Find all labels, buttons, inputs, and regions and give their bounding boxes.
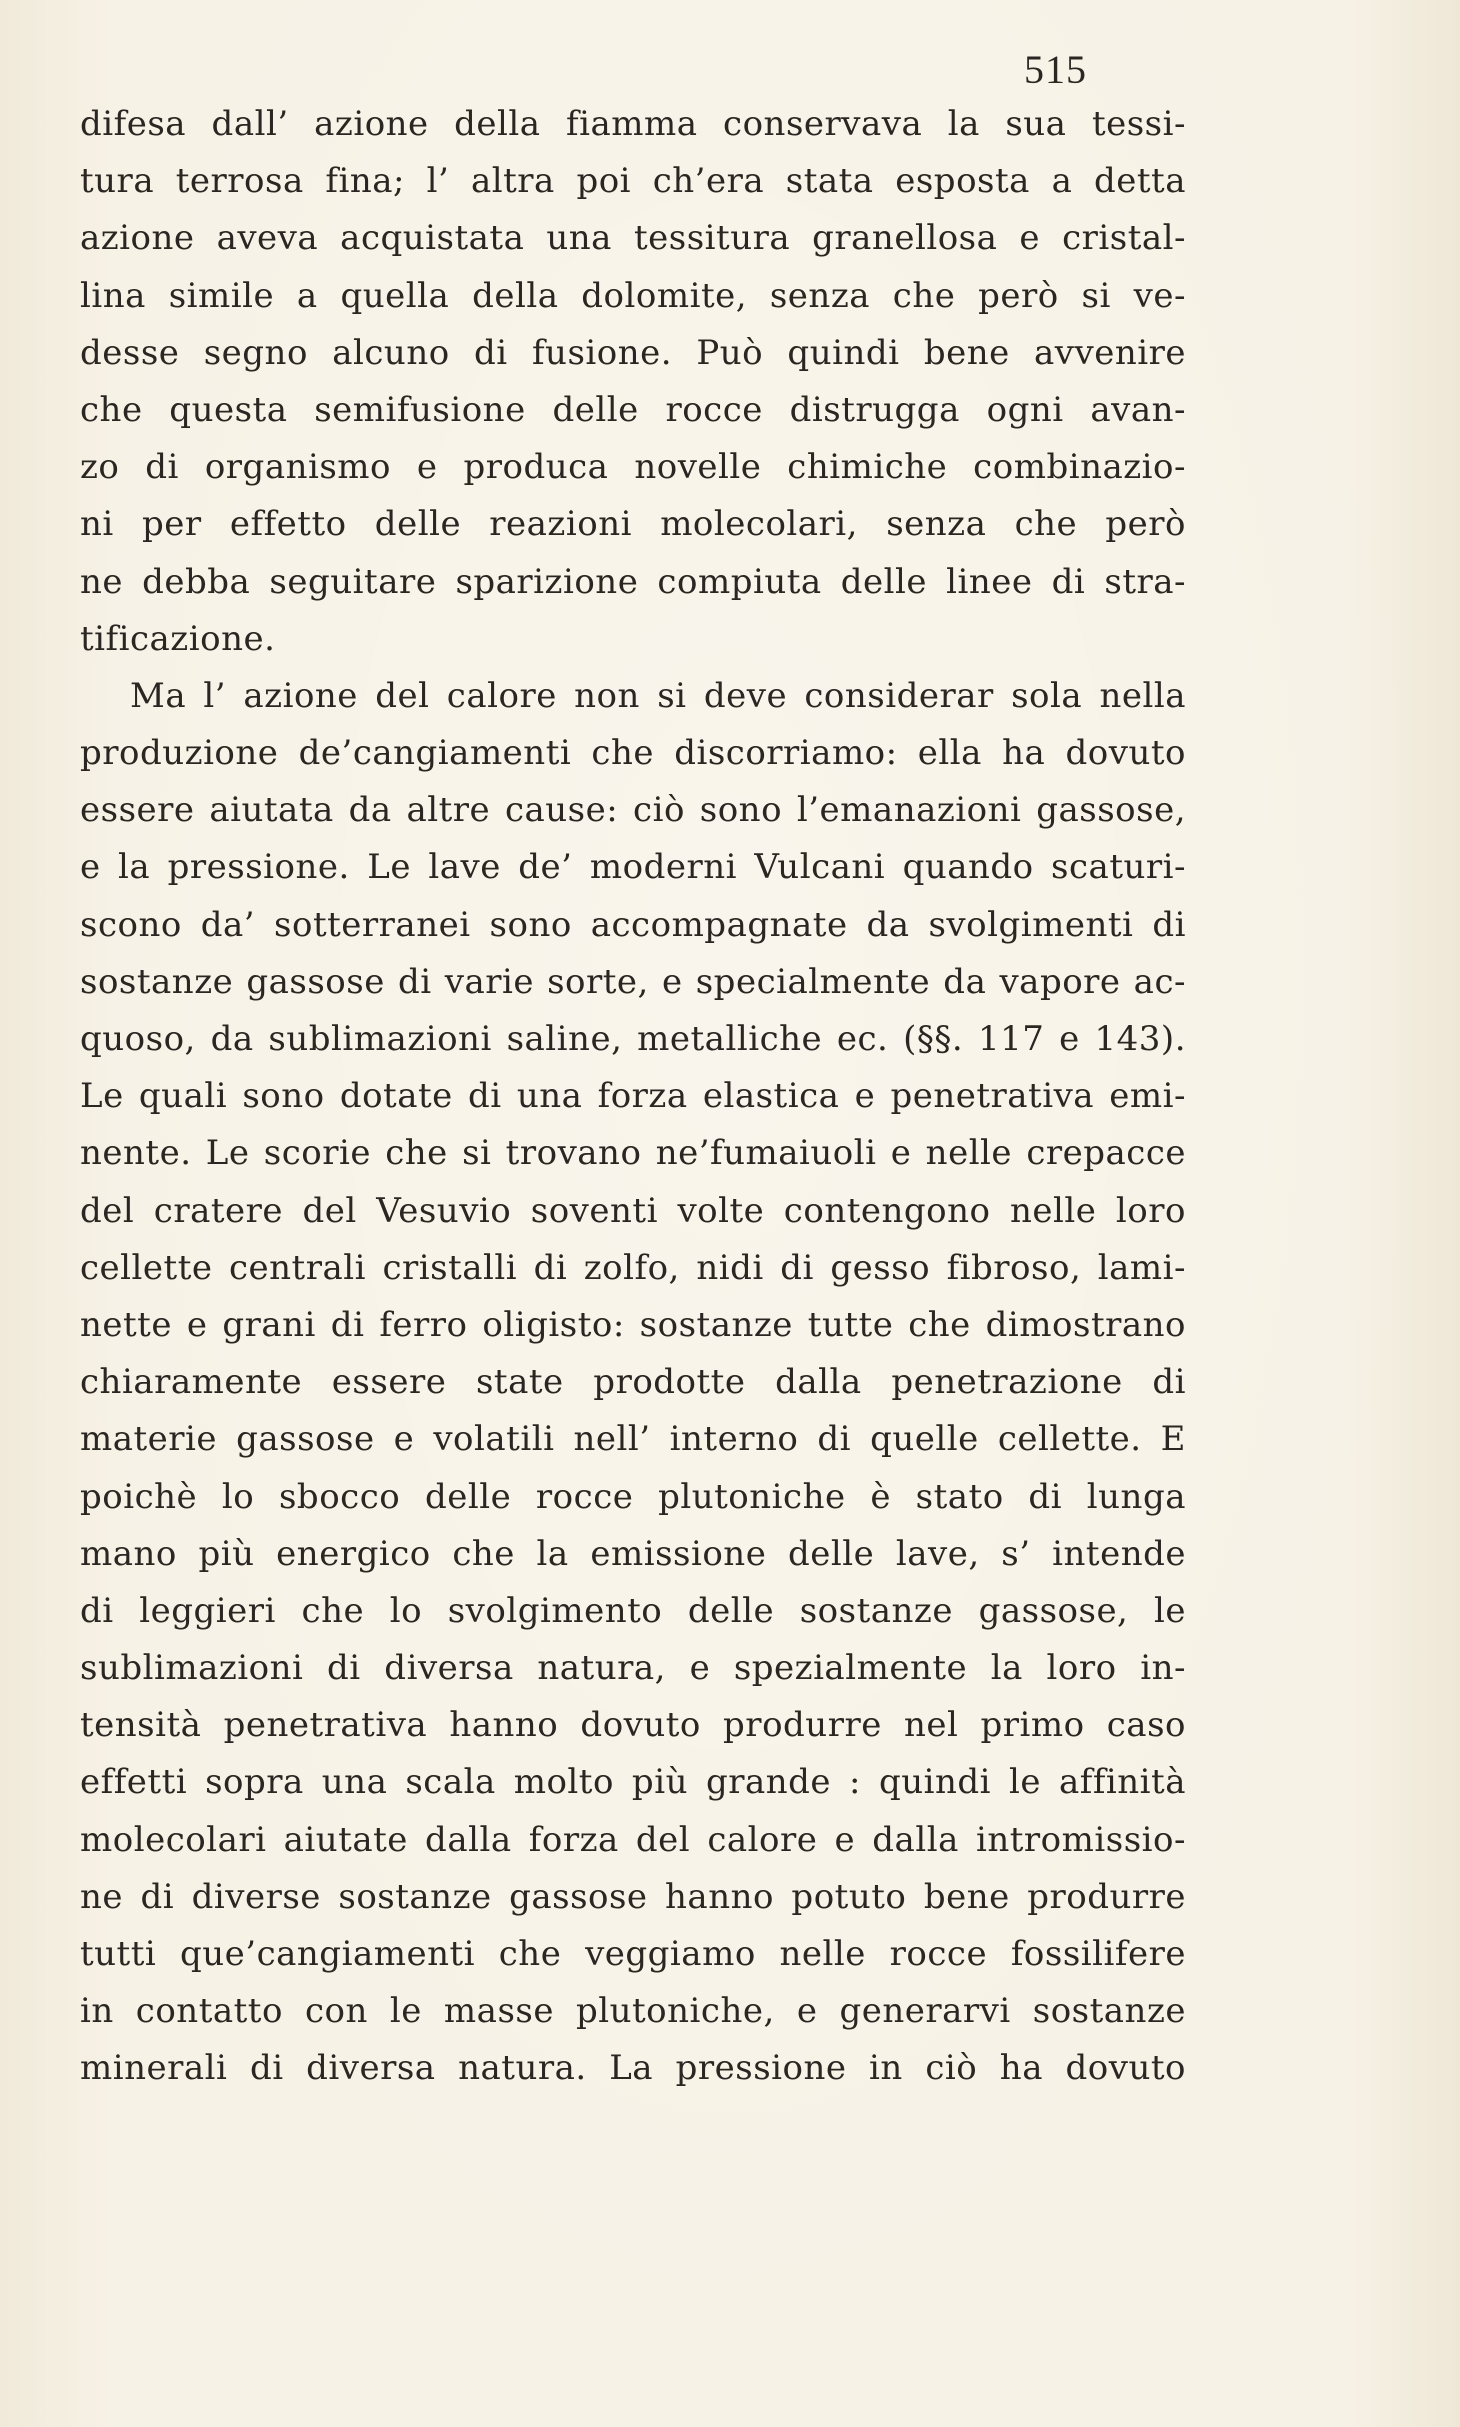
text-line: quoso, da sublimazioni saline, metalliche ec. (§§. 117 e 143). [80,1019,1186,1059]
text-line: zo di organismo e produca novelle chimiche combinazio- [80,447,1186,488]
text-line: tutti que’cangiamenti che veggiamo nelle rocce fossilifere [80,1934,1186,1974]
text-line: mano più energico che la emissione delle lave, s’ intende [80,1533,1186,1574]
text-line: produzione de’cangiamenti che discorriamo: ella ha dovuto [80,733,1186,774]
paragraph-2 [80,668,1186,2098]
text-line: Ma l’ azione del calore non si deve considerar sola nella [130,675,1186,716]
text-line: sostanze gassose di varie sorte, e specialmente da vapore ac- [80,961,1186,1002]
text-line: Le quali sono dotate di una forza elastica e penetrativa emi- [80,1076,1186,1117]
text-line: nente. Le scorie che si trovano ne’fumaiuoli e nelle crepacce [80,1133,1186,1174]
page-number: 515 [1024,47,1087,92]
text-line: scono da’ sotterranei sono accompagnate da svolgimenti di [80,904,1186,945]
text-line: minerali di diversa natura. La pressione in ciò ha dovuto [80,2048,1186,2089]
text-line: tificazione. [80,618,276,659]
text-line: che questa semifusione delle rocce distrugga ogni avan- [80,389,1186,430]
text-line: sublimazioni di diversa natura, e spezialmente la loro in- [80,1648,1186,1689]
text-line: difesa dall’ azione della fiamma conservava la sua tessi- [80,104,1186,144]
text-line: poichè lo sbocco delle rocce plutoniche è stato di lunga [80,1476,1186,1517]
text-line: lina simile a quella della dolomite, senza che però si ve- [80,275,1186,316]
text-line: nette e grani di ferro oligisto: sostanze tutte che dimostrano [80,1304,1186,1345]
text-line: di leggieri che lo svolgimento delle sostanze gassose, le [80,1590,1186,1631]
text-line: tensità penetrativa hanno dovuto produrre nel primo caso [80,1705,1186,1746]
body-text [80,96,1186,2098]
text-line: tura terrosa fina; l’ altra poi ch’era stata esposta a detta [80,161,1186,202]
paragraph-1 [80,96,1186,668]
text-line: ne debba seguitare sparizione compiuta delle linee di stra- [80,561,1186,602]
text-line: cellette centrali cristalli di zolfo, nidi di gesso fibroso, lami- [80,1247,1186,1288]
text-line: chiaramente essere state prodotte dalla penetrazione di [80,1362,1186,1403]
text-line: e la pressione. Le lave de’ moderni Vulcani quando scaturi- [80,847,1186,888]
text-line: desse segno alcuno di fusione. Può quindi bene avvenire [80,332,1186,373]
text-line: azione aveva acquistata una tessitura granellosa e cristal- [80,218,1186,259]
text-line: essere aiutata da altre cause: ciò sono l’emanazioni gassose, [80,790,1186,831]
text-line: in contatto con le masse plutoniche, e generarvi sostanze [80,1991,1186,2032]
text-line: del cratere del Vesuvio soventi volte contengono nelle loro [80,1190,1186,1231]
text-line: ni per effetto delle reazioni molecolari, senza che però [80,504,1186,545]
text-line: materie gassose e volatili nell’ interno di quelle cellette. E [80,1419,1186,1460]
text-line: ne di diverse sostanze gassose hanno potuto bene produrre [80,1876,1186,1917]
text-line: effetti sopra una scala molto più grande : quindi le affinità [80,1762,1186,1803]
text-line: molecolari aiutate dalla forza del calore e dalla intromissio- [80,1819,1186,1860]
